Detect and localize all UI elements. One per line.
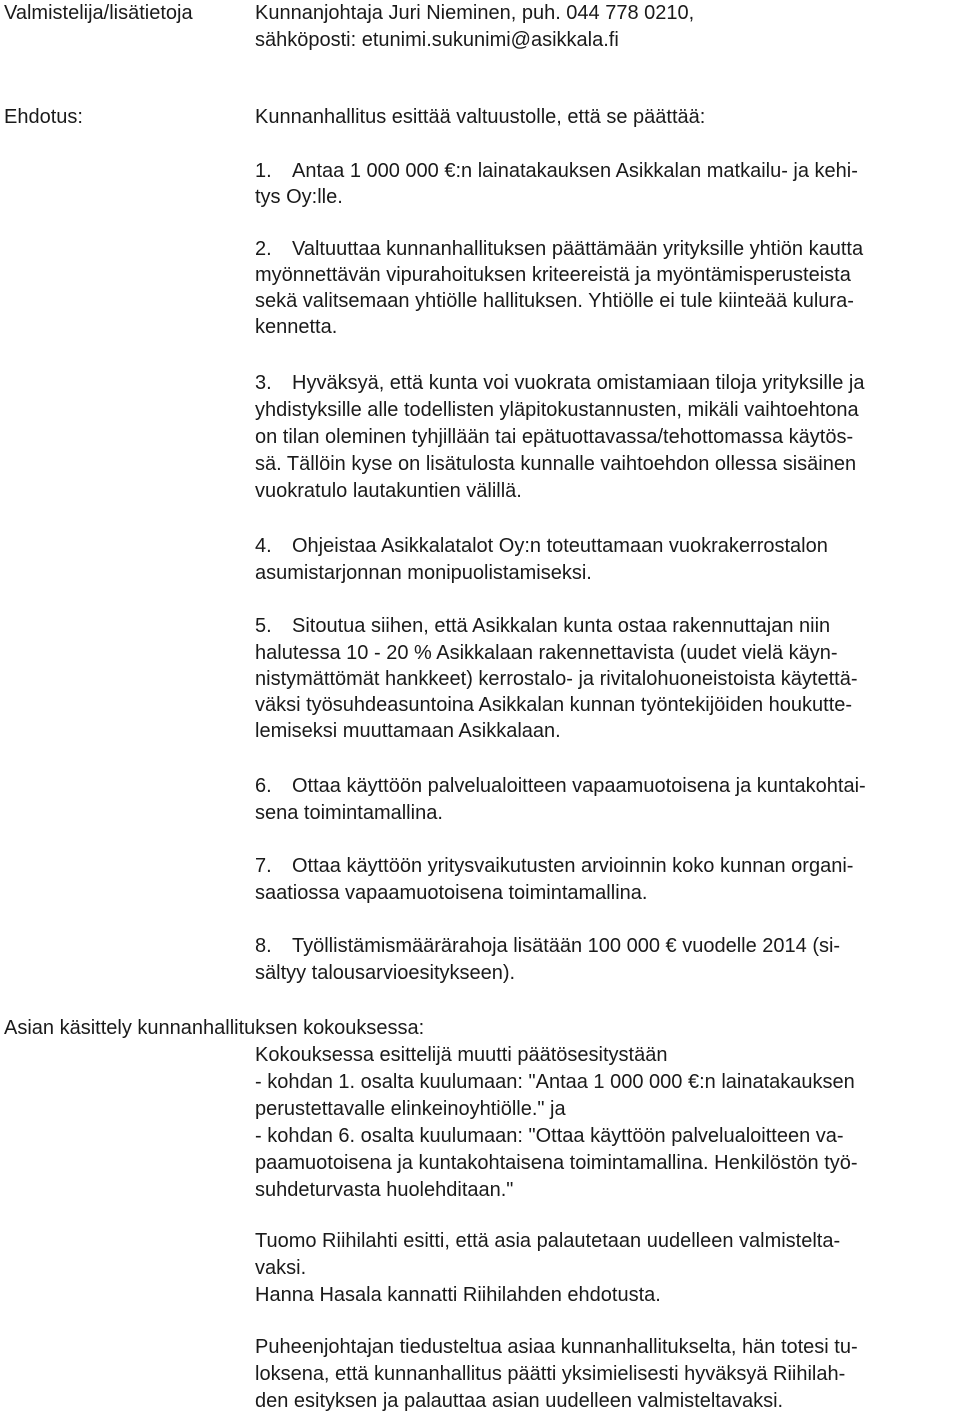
item-text: saatiossa vapaamuotoisena toimintamallina.	[255, 882, 648, 904]
item-number: 6.	[255, 775, 272, 797]
item-text: Ohjeistaa Asikkalatalot Oy:n toteuttamaan vuokrakerrostalon	[292, 535, 828, 557]
item-number: 3.	[255, 372, 272, 394]
item-text: kennetta.	[255, 316, 338, 338]
item-text: Valtuuttaa kunnanhallituksen päättämään yrityksille yhtiön kautta	[292, 238, 864, 260]
meeting-paragraph-line: Tuomo Riihilahti esitti, että asia palautetaan uudelleen valmistelta-	[255, 1230, 841, 1252]
meeting-paragraph-line: Hanna Hasala kannatti Riihilahden ehdotusta.	[255, 1284, 661, 1306]
item-text: väksi työsuhdeasuntoina Asikkalan kunnan työntekijöiden houkutte-	[255, 694, 853, 716]
item-text: lemiseksi muuttamaan Asikkalaan.	[255, 720, 561, 742]
item-text: asumistarjonnan monipuolistamiseksi.	[255, 562, 592, 584]
proposal-intro: Kunnanhallitus esittää valtuustolle, että se päättää:	[255, 106, 706, 128]
item-number: 4.	[255, 535, 272, 557]
meeting-paragraph-line: perustettavalle elinkeinoyhtiölle." ja	[255, 1098, 566, 1120]
item-text: sena toimintamallina.	[255, 802, 443, 824]
item-number: 2.	[255, 238, 272, 260]
item-text: nistymättömät hankkeet) kerrostalo- ja rivitalohuoneistoista käytettä-	[255, 668, 858, 690]
item-text: Antaa 1 000 000 €:n lainatakauksen Asikkalan matkailu- ja kehi-	[292, 160, 858, 182]
meeting-paragraph-line: den esityksen ja palauttaa asian uudelleen valmisteltavaksi.	[255, 1390, 784, 1412]
item-text: Sitoutua siihen, että Asikkalan kunta ostaa rakennuttajan niin	[292, 615, 831, 637]
item-text: halutessa 10 - 20 % Asikkalaan rakennettavista (uudet vielä käyn-	[255, 642, 838, 664]
item-text: Hyväksyä, että kunta voi vuokrata omistamiaan tiloja yrityksille ja	[292, 372, 865, 394]
preparer-email-line: sähköposti: etunimi.sukunimi@asikkala.fi	[255, 29, 619, 51]
item-text: on tilan oleminen tyhjillään tai epätuottavassa/tehottomassa käytös-	[255, 426, 854, 448]
item-text: yhdistyksille alle todellisten yläpitokustannusten, mikäli vaihtoehtona	[255, 399, 859, 421]
meeting-paragraph-line: vaksi.	[255, 1257, 307, 1279]
meeting-paragraph-line: suhdeturvasta huolehditaan."	[255, 1179, 514, 1201]
item-text: tys Oy:lle.	[255, 186, 343, 208]
item-text: sekä valitsemaan yhtiölle hallituksen. Yhtiölle ei tule kiinteää kulura-	[255, 290, 854, 312]
item-number: 8.	[255, 935, 272, 957]
item-number: 7.	[255, 855, 272, 877]
item-text: Ottaa käyttöön palvelualoitteen vapaamuotoisena ja kuntakohtai-	[292, 775, 866, 797]
item-text: myönnettävän vipurahoituksen kriteereistä ja myöntämisperusteista	[255, 264, 851, 286]
meeting-paragraph-line: paamuotoisena ja kuntakohtaisena toimintamallina. Henkilöstön työ-	[255, 1152, 858, 1174]
preparer-contact-line: Kunnanjohtaja Juri Nieminen, puh. 044 778 0210,	[255, 2, 695, 24]
proposal-label: Ehdotus:	[4, 106, 83, 128]
item-text: sä. Tällöin kyse on lisätulosta kunnalle vaihtoehdon ollessa sisäinen	[255, 453, 857, 475]
meeting-paragraph-line: Puheenjohtajan tiedusteltua asiaa kunnanhallitukselta, hän totesi tu-	[255, 1336, 858, 1358]
meeting-label: Asian käsittely kunnanhallituksen kokouksessa:	[4, 1017, 425, 1039]
item-text: Ottaa käyttöön yritysvaikutusten arvioinnin koko kunnan organi-	[292, 855, 854, 877]
item-number: 1.	[255, 160, 272, 182]
item-number: 5.	[255, 615, 272, 637]
meeting-paragraph-line: - kohdan 6. osalta kuulumaan: "Ottaa käyttöön palvelualoitteen va-	[255, 1125, 844, 1147]
meeting-paragraph-line: - kohdan 1. osalta kuulumaan: "Antaa 1 000 000 €:n lainatakauksen	[255, 1071, 855, 1093]
item-text: sältyy talousarvioesitykseen).	[255, 962, 516, 984]
meeting-paragraph-line: loksena, että kunnanhallitus päätti yksimielisesti hyväksyä Riihilah-	[255, 1363, 846, 1385]
item-text: vuokratulo lautakuntien välillä.	[255, 480, 522, 502]
preparer-label: Valmistelija/lisätietoja	[4, 2, 193, 24]
meeting-paragraph-line: Kokouksessa esittelijä muutti päätösesitystään	[255, 1044, 668, 1066]
item-text: Työllistämismäärärahoja lisätään 100 000 € vuodelle 2014 (si-	[292, 935, 841, 957]
